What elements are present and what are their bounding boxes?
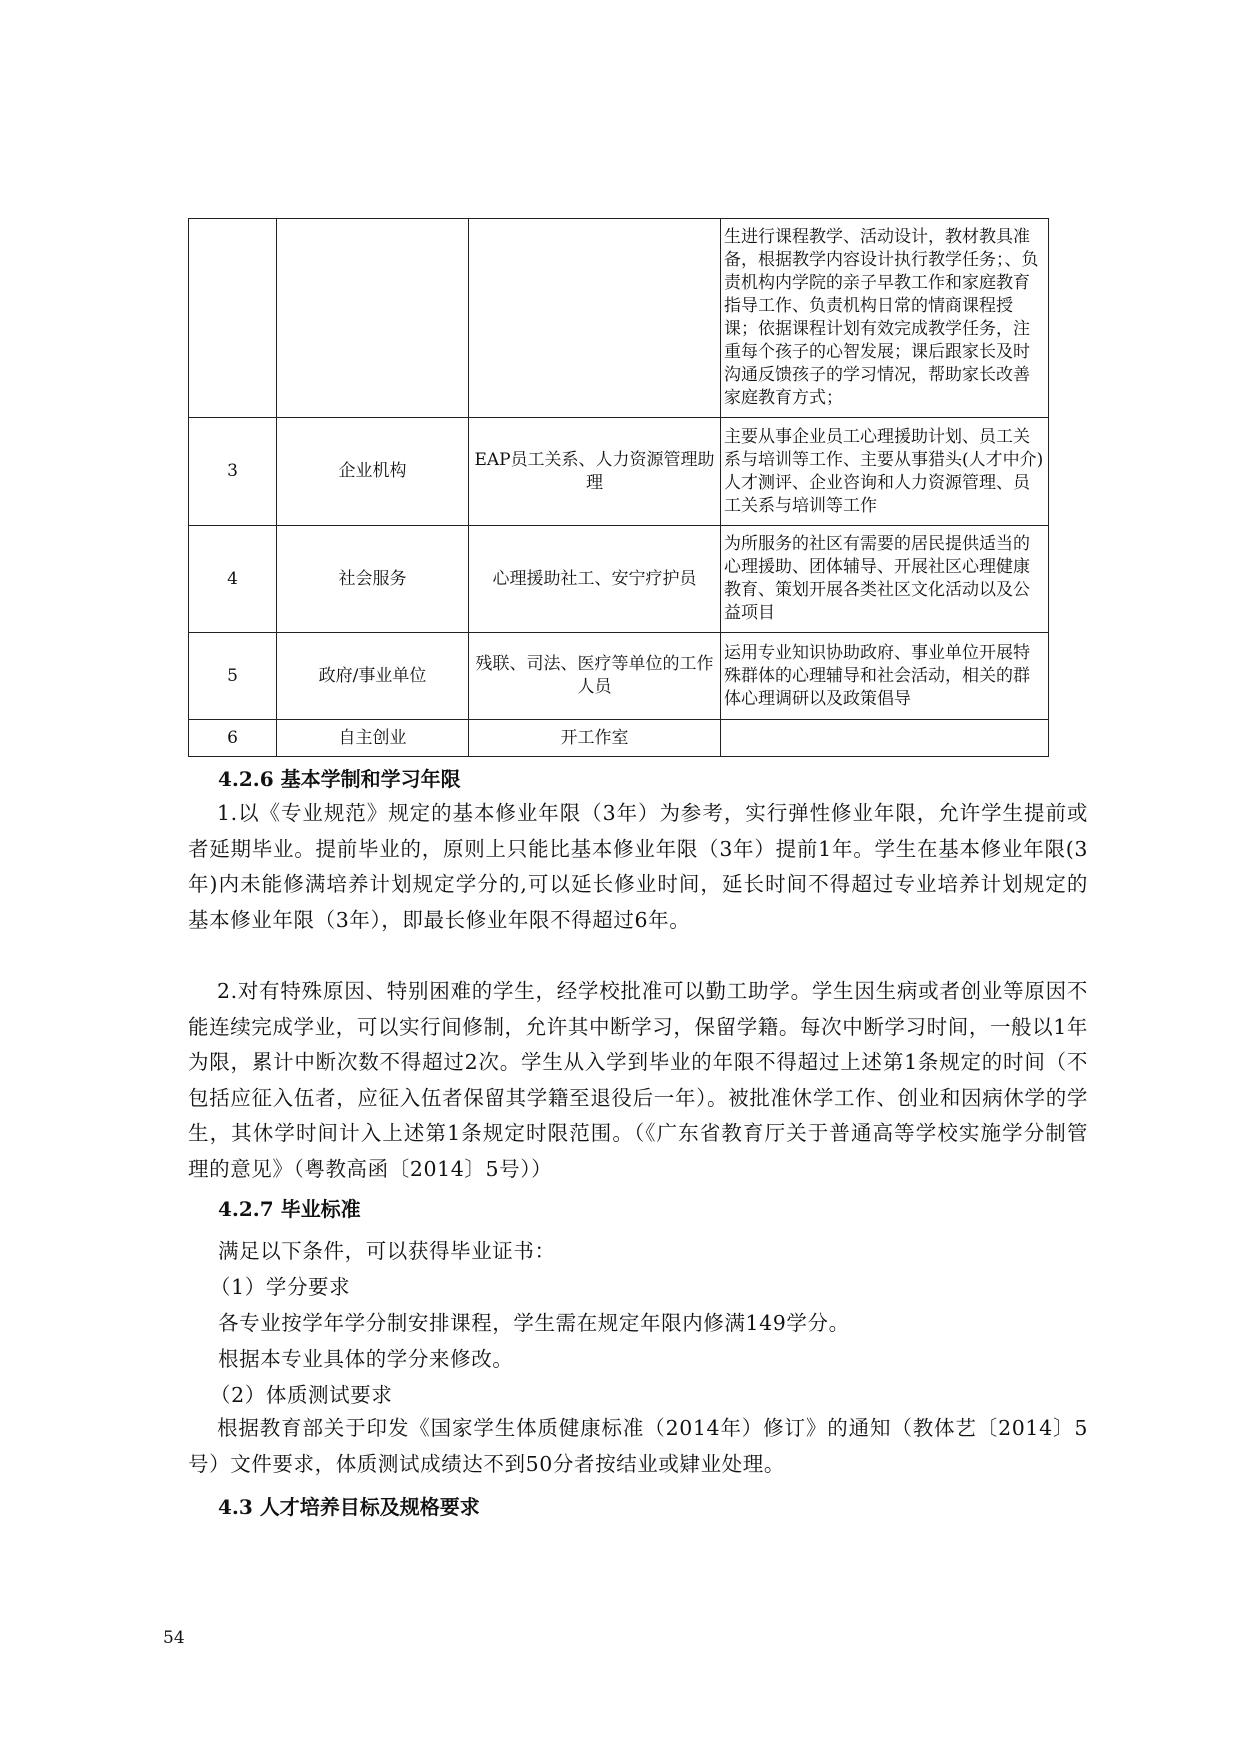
position: 残联、司法、医疗等单位的工作人员 (469, 633, 721, 720)
field: 社会服务 (277, 526, 469, 633)
table-row (189, 418, 1049, 526)
paragraph-study-years: 1.以《专业规范》规定的基本修业年限（3年）为参考，实行弹性修业年限，允许学生提前或者延期毕业。提前毕业的，原则上只能比基本修业年限（3年）提前1年。学生在基本修业年限(3年)内未能修满培养计划规定学分的,可以延长修业时间，延长时间不得超过专业培养计划规定的基本修业年限（3年），即最长修业年限不得超过6年。 (188, 801, 1088, 932)
section-heading-4-2-6: 4.2.6 基本学制和学习年限 (218, 767, 461, 791)
field: 企业机构 (277, 418, 469, 526)
position: 心理援助社工、安宁疗护员 (469, 526, 721, 633)
table-row (189, 219, 1049, 418)
career-table (188, 218, 1049, 757)
description (721, 720, 1049, 757)
credit-note: 根据本专业具体的学分来修改。 (218, 1347, 514, 1371)
row-number (189, 219, 277, 418)
field: 政府/事业单位 (277, 633, 469, 720)
position: 开工作室 (469, 720, 721, 757)
graduation-intro: 满足以下条件，可以获得毕业证书： (218, 1239, 556, 1263)
credit-requirement-heading: （1）学分要求 (210, 1275, 351, 1299)
description: 主要从事企业员工心理援助计划、员工关系与培训等工作、主要从事猎头(人才中介)人才测评、企业咨询和人力资源管理、员工关系与培训等工作 (721, 418, 1049, 526)
page-number: 54 (163, 1628, 185, 1648)
section-heading-4-2-7: 4.2.7 毕业标准 (218, 1197, 361, 1221)
paragraph-work-study: 2.对有特殊原因、特别困难的学生，经学校批准可以勤工助学。学生因生病或者创业等原因不能连续完成学业，可以实行间修制，允许其中断学习，保留学籍。每次中断学习时间，一般以1年为限，累计中断次数不得超过2次。学生从入学到毕业的年限不得超过上述第1条规定的时间（不包括应征入伍者，应征入伍者保留其学籍至退役后一年）。被批准休学工作、创业和因病休学的学生，其休学时间计入上述第1条规定时限范围。（《广东省教育厅关于普通高等学校实施学分制管理的意见》（粤教高函〔2014〕5号）） (188, 979, 1088, 1181)
position: EAP员工关系、人力资源管理助理 (469, 418, 721, 526)
field (277, 219, 469, 418)
position (469, 219, 721, 418)
fitness-requirement-heading: （2）体质测试要求 (210, 1383, 393, 1407)
field: 自主创业 (277, 720, 469, 757)
table-row (189, 526, 1049, 633)
section-heading-4-3: 4.3 人才培养目标及规格要求 (218, 1495, 480, 1519)
table-row (189, 633, 1049, 720)
description: 运用专业知识协助政府、事业单位开展特殊群体的心理辅导和社会活动，相关的群体心理调研以及政策倡导 (721, 633, 1049, 720)
row-number: 5 (189, 633, 277, 720)
row-number: 4 (189, 526, 277, 633)
description: 生进行课程教学、活动设计，教材教具准备，根据教学内容设计执行教学任务；、负责机构内学院的亲子早教工作和家庭教育指导工作、负责机构日常的情商课程授课；依据课程计划有效完成教学任务，注重每个孩子的心智发展；课后跟家长及时沟通反馈孩子的学习情况，帮助家长改善家庭教育方式； (721, 219, 1049, 418)
fitness-requirement-text: 根据教育部关于印发《国家学生体质健康标准（2014年）修订》的通知（教体艺〔2014〕5号）文件要求，体质测试成绩达不到50分者按结业或肄业处理。 (188, 1416, 1088, 1476)
row-number: 6 (189, 720, 277, 757)
row-number: 3 (189, 418, 277, 526)
table-row (189, 720, 1049, 757)
credit-requirement-text: 各专业按学年学分制安排课程，学生需在规定年限内修满149学分。 (218, 1311, 850, 1335)
description: 为所服务的社区有需要的居民提供适当的心理援助、团体辅导、开展社区心理健康教育、策划开展各类社区文化活动以及公益项目 (721, 526, 1049, 633)
